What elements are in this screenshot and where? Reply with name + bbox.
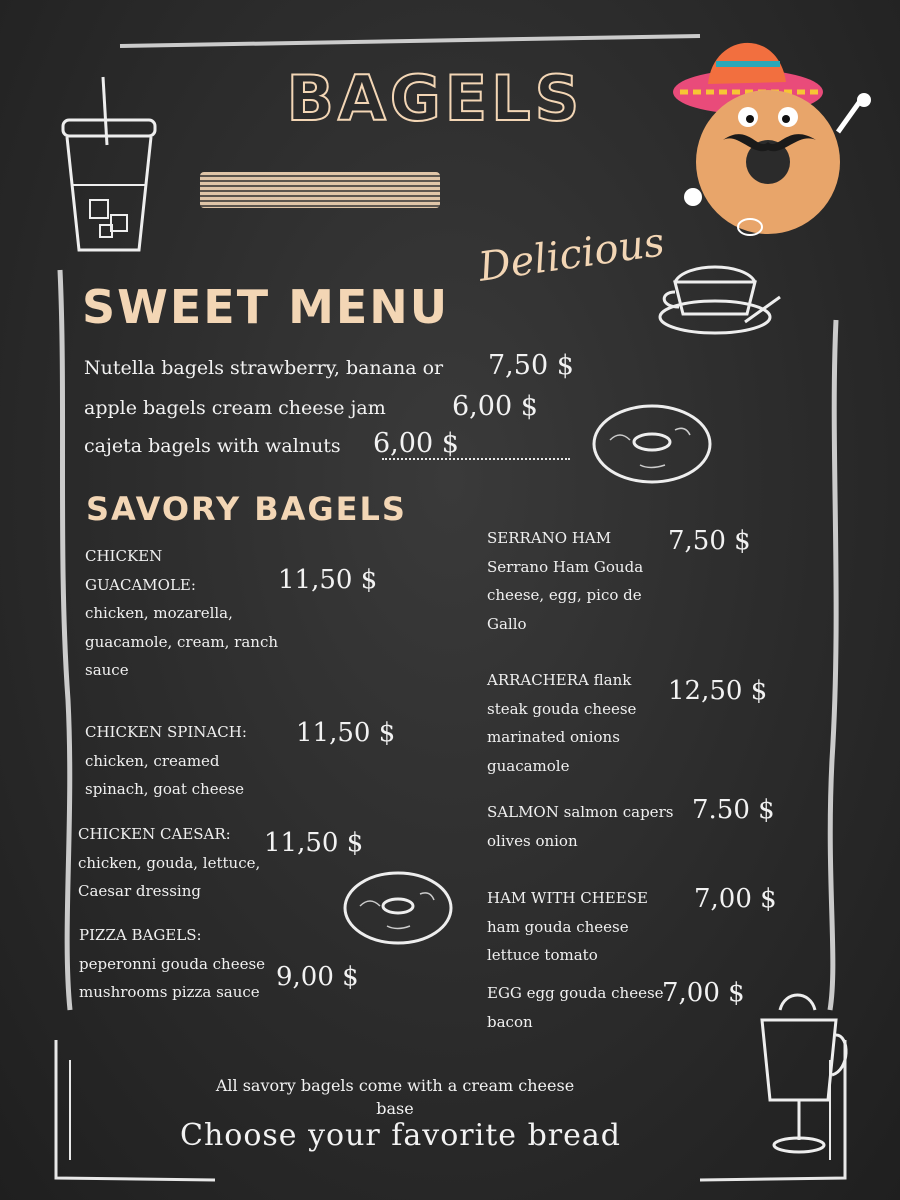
sweet-item-price: 7,50 $	[488, 350, 574, 381]
savory-item-price: 11,50 $	[264, 828, 364, 858]
savory-item: ARRACHERA flank steak gouda cheese marinated onions guacamole	[487, 671, 637, 775]
savory-item-price: 7,00 $	[694, 884, 777, 914]
sweet-item-text: Nutella bagels strawberry, banana or	[84, 357, 444, 379]
bagel-icon	[590, 400, 720, 490]
footer-headline: Choose your favorite bread	[180, 1118, 621, 1153]
decorative-swash	[200, 172, 440, 208]
page-title: BAGELS	[286, 62, 584, 135]
sweet-item-price: 6,00 $	[452, 391, 538, 422]
savory-item: CHICKEN SPINACH: chicken, creamed spinach, goat cheese	[85, 723, 247, 798]
savory-item-price: 12,50 $	[668, 676, 768, 706]
footer-note: All savory bagels come with a cream cheese base	[215, 1076, 575, 1118]
savory-item-price: 7,00 $	[662, 978, 745, 1008]
savory-item-price: 7,50 $	[668, 526, 751, 556]
savory-item: CHICKEN GUACAMOLE: chicken, mozarella, guacamole, cream, ranch sauce	[85, 547, 279, 679]
savory-item-price: 9,00 $	[276, 962, 359, 992]
sweet-menu-heading: SWEET MENU	[82, 280, 450, 334]
savory-item: PIZZA BAGELS: peperonni gouda cheese mushrooms pizza sauce	[79, 926, 266, 1001]
savory-item: CHICKEN CAESAR: chicken, gouda, lettuce, Caesar dressing	[78, 825, 261, 900]
tagline: Delicious	[475, 219, 668, 291]
dotted-divider	[382, 458, 570, 460]
savory-item: SALMON salmon capers olives onion	[487, 803, 674, 850]
sweet-item-text: apple bagels cream cheese jam	[84, 397, 386, 419]
sweet-item-text: cajeta bagels with walnuts	[84, 435, 341, 457]
savory-item: SERRANO HAM Serrano Ham Gouda cheese, egg, pico de Gallo	[487, 529, 644, 633]
coffee-cup-icon	[655, 252, 785, 342]
savory-item: EGG egg gouda cheese bacon	[487, 984, 664, 1031]
sweet-item-price: 6,00 $	[373, 428, 459, 459]
savory-item-price: 11,50 $	[296, 718, 396, 748]
bagel-icon	[342, 868, 457, 948]
savory-item-price: 7.50 $	[692, 795, 775, 825]
savory-menu-heading: SAVORY BAGELS	[86, 490, 407, 528]
hot-drink-glass-icon	[750, 990, 850, 1160]
savory-item-price: 11,50 $	[278, 565, 378, 595]
savory-item: HAM WITH CHEESE ham gouda cheese lettuce tomato	[487, 889, 648, 964]
